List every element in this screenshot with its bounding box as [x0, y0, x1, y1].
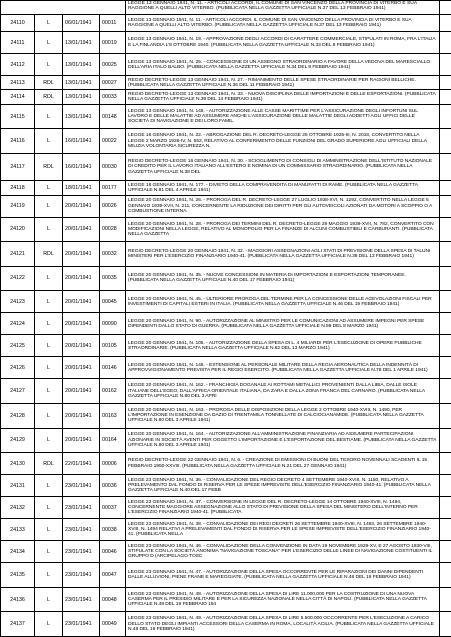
act-code: 00030 [100, 153, 126, 180]
cut-off-text: LEGGE 13 GENNAIO 1941, N. 11. - ARTICOLI ACCORDI, IL COMUNE DI SAN VINCENZO DELLA PROVINCIA DI VITERBO E SUA RAGGIONE A QUELLI ALTO VITERBO. (PUBBLICATA NELLA GAZZETTA UFFICIALE N.37 DEL 13 FEBBRAIO 1941) [126, 1, 440, 15]
record-number: 24129 [1, 428, 35, 453]
record-number: 24133 [1, 519, 35, 541]
act-code: 00162 [100, 379, 126, 404]
act-description: LEGGE 20 GENNAIO 1941, N. 105. - AUTORIZZAZIONE DELLA SPESA DI L. 4 MILIARDI PER L'ESECUZIONE DI OPERE PUBBLICHE STRAORDINARIE. (PUBBLICATA NELLA GAZZETTA UFFICIALE N.62 DEL 13 MARZO 1941) [126, 335, 440, 357]
register-body [1, 1, 451, 637]
table-row [1, 357, 451, 379]
act-description: LEGGE 20 GENNAIO 1941, N. 35. - NUOVE CONCESSIONI IN MATERIA DI IMPORTAZIONI E ESPORTAZIONI TEMPORANEE. (PUBBLICATA NELLA GAZZETTA UFFICIALE N.40 DEL 17 FEBBRAIO 1941) [126, 266, 440, 291]
table-row [1, 153, 451, 180]
act-description: LEGGE 20 GENNAIO 1941, N. 146. - ESTENSIONE AL PERSONALE MILITARE DELLA REGIA AERONAUTICA DELLA INDENNITÀ DI APPROVVIGIONAMENTO PREVISTA PER IL REGIO ESERCITO. (PUBBLICATA NELLA GAZZETTA UFFICIALE N.78 DEL 1 APRILE 1941) [126, 357, 440, 379]
record-number: 24134 [1, 541, 35, 563]
row-flag-cell [440, 428, 451, 453]
act-code: 00105 [100, 335, 126, 357]
act-date: 20/01/1941 [63, 379, 100, 404]
act-code: 00028 [100, 217, 126, 242]
act-code: 00019 [100, 32, 126, 54]
row-flag-cell [440, 217, 451, 242]
act-type: L [35, 404, 63, 429]
table-row [1, 335, 451, 357]
act-date: 06/01/1941 [63, 14, 100, 31]
act-code: 00045 [100, 291, 126, 313]
row-flag-cell [440, 266, 451, 291]
act-type: L [35, 195, 63, 217]
table-row [1, 195, 451, 217]
act-type: L [35, 563, 63, 588]
act-date: 13/01/1941 [63, 54, 100, 76]
row-flag-cell [440, 195, 451, 217]
record-number: 24121 [1, 242, 35, 267]
record-number: 24111 [1, 32, 35, 54]
act-code: 00027 [100, 76, 126, 90]
table-row [1, 453, 451, 475]
record-number: 24114 [1, 90, 35, 105]
table-row [1, 519, 451, 541]
row-flag-cell [440, 587, 451, 612]
record-number: 24136 [1, 587, 35, 612]
act-type: L [35, 266, 63, 291]
cut-off-spacer [1, 1, 126, 15]
act-code: 00038 [100, 519, 126, 541]
cut-off-flag-cell [440, 1, 451, 15]
record-number: 24123 [1, 291, 35, 313]
act-code: 00033 [100, 90, 126, 105]
act-type: L [35, 14, 63, 31]
act-date: 20/01/1941 [63, 195, 100, 217]
record-number: 24120 [1, 217, 35, 242]
act-description: REGIO DECRETO-LEGGE 13 GENNAIO 1941, N. 33. - NUOVA DISCIPLINA DELLE IMPORTAZIONI E DELLE ESPORTAZIONI. (PUBBLICATA NELLA GAZZETTA UFFICIALE N.39 DEL 14 FEBBRAIO 1941) [126, 90, 440, 105]
row-flag-cell [440, 612, 451, 637]
act-type: L [35, 519, 63, 541]
act-description: LEGGE 20 GENNAIO 1941, N. 164. - AUTORIZZAZIONE ALL'AMMINISTRAZIONE FINANZIARIA AD ASSUMERE PARTECIPAZIONI AZIONARIE IN SOCIETÀ AVENTI PER OGGETTO L'IMPORTAZIONE E L'ESPORTAZIONE DEL BESTIAME. (PUBBLICATA NELLA GAZZETTA UFFICIALE N.80 DEL 3 APRILE 1941) [126, 428, 440, 453]
act-description: REGIO DECRETO-LEGGE 22 GENNAIO 1941, N. 6. - CREAZIONE DI EMISSIONI DI BUONI DEL TESORO NOVENNALI SCADENTI IL 15 FEBBRAIO 1950-XXVIII. (PUBBLICATA NELLA GAZZETTA UFFICIALE N.21 DEL 27 GENNAIO 1941) [126, 453, 440, 475]
table-row [1, 76, 451, 90]
record-number: 24119 [1, 195, 35, 217]
act-type: RDL [35, 453, 63, 475]
row-flag-cell [440, 76, 451, 90]
row-flag-cell [440, 453, 451, 475]
act-description: LEGGE 13 GENNAIO 1941, N. 148. - AUTORIZZAZIONE ALLE CASSE MARITTIME PER L'ASSICURAZIONE DEGLI INFORTUNI SUL LAVORO E DELLE MALATTIE AD ASSUMERE ANCHE L'ASSICURAZIONE DELLE MALATTIE DEGLI ADDETTI AGLI UFFICI DELLE SOCIETÀ DI NAVIGAZIONE E DEI LORO FAMIL. [126, 104, 440, 129]
act-date: 13/01/1941 [63, 32, 100, 54]
act-date: 23/01/1941 [63, 519, 100, 541]
act-type: L [35, 357, 63, 379]
act-code: 00090 [100, 313, 126, 335]
act-code: 00163 [100, 404, 126, 429]
row-flag-cell [440, 180, 451, 195]
record-number: 24110 [1, 14, 35, 31]
act-date: 18/01/1941 [63, 180, 100, 195]
act-description: LEGGE 13 GENNAIO 1941, N. 19. - APPROVAZIONE DEGLI ACCORDI DI CARATTERE COMMERCIALE, STIPULATI IN ROMA, FRA L'ITALIA E LA FINLANDIA L'8 OTTOBRE 1940. (PUBBLICATA NELLA GAZZETTA UFFICIALE N.33 DEL 8 FEBBRAIO 1941) [126, 32, 440, 54]
record-number: 24115 [1, 104, 35, 129]
act-code: 00025 [100, 54, 126, 76]
act-description: LEGGE 20 GENNAIO 1941, N. 163. - PROROGA DELLE DISPOSIZIONI DELLA LEGGE 2 OTTOBRE 1940-XVIII, N. 1490, PER L'IMPORTAZIONE IN ESENZIONE DA DAZIO DI TRENTAMILA TONNELLATE DI CALCIOCIANAMIDE. (PUBBLICATA NELLA GAZZETTA UFFICIALE N.80 DEL 3 APRILE 1941) [126, 404, 440, 429]
row-flag-cell [440, 153, 451, 180]
act-date: 23/01/1941 [63, 612, 100, 637]
act-code: 00026 [100, 195, 126, 217]
row-flag-cell [440, 404, 451, 429]
act-code: 00177 [100, 180, 126, 195]
row-flag-cell [440, 129, 451, 154]
table-row [1, 90, 451, 105]
act-date: 23/01/1941 [63, 497, 100, 519]
act-date: 13/01/1941 [63, 76, 100, 90]
act-description: LEGGE 20 GENNAIO 1941, N. 26. - PROROGA DEL R. DECRETO-LEGGE 27 LUGLIO 1938-XVI, N. 1292, CONVERTITO NELLA LEGGE 5 GENNAIO 1939-XVII, N. 211, CONCERNENTE LA RIDUZIONE DEI DIRITTI PER GLI AUTOVEICOLI AZIONATI DA MOTORI A SCOPPIO O A COMBUSTIONE INTERNA. [126, 195, 440, 217]
row-flag-cell [440, 379, 451, 404]
table-row [1, 587, 451, 612]
act-description: REGIO DECRETO-LEGGE 13 GENNAIO 1941, N. 27. - RIMANIMENTO DELLE SPESE STRAORDINARIE PER RAGIONI BELLICHE. (PUBBLICATA NELLA GAZZETTA UFFICIALE N.36 DEL 11 FEBBRAIO 1941) [126, 76, 440, 90]
table-row [1, 217, 451, 242]
act-type: L [35, 475, 63, 497]
row-flag-cell [440, 313, 451, 335]
row-flag-cell [440, 519, 451, 541]
act-date: 22/01/1941 [63, 453, 100, 475]
row-flag-cell [440, 563, 451, 588]
act-type: L [35, 291, 63, 313]
act-date: 23/01/1941 [63, 475, 100, 497]
act-type: RDL [35, 153, 63, 180]
record-number: 24112 [1, 54, 35, 76]
act-description: LEGGE 20 GENNAIO 1941, N. 28. - PROROGA DEI TERMINI DEL R. DECRETO-LEGGE 29 MAGGIO 1939-XVII, N. 782, CONVERTITO CON MODIFICAZIONI NELLA LEGGE, RELATIVO AL MONOPOLIO PER LA FINANZE DI ALCUNI COMBUSTIBILI E CARBURANTI. (PUBBLICATA NELLA GAZZETTA [126, 217, 440, 242]
record-number: 24117 [1, 153, 35, 180]
row-flag-cell [440, 90, 451, 105]
act-code: 00035 [100, 266, 126, 291]
record-number: 24130 [1, 453, 35, 475]
act-date: 20/01/1941 [63, 266, 100, 291]
table-row [1, 428, 451, 453]
act-description: LEGGE 23 GENNAIO 1941, N. 49. - AUTORIZZAZIONE DELLA SPESA DI LIRE 5.500.000 OCCORRENTE PER L'ESECUZIONE A CARICO DELLO STATO DEGLI IMPIANTI ACCESSORI DELLA CASERMA IN ROMA, LOCALITÀ ACILIA. (PUBBLICATA NELLA GAZZETTA UFFICIALE N.48 DEL 19 FEBBRAIO 1941) [126, 612, 440, 637]
act-type: RDL [35, 242, 63, 267]
table-row [1, 104, 451, 129]
act-description: LEGGE 23 GENNAIO 1941, N. 37. - CONVERSIONE IN LEGGE DEL R. DECRETO-LEGGE 14 OTTOBRE 1940-XVIII, N. 1494, CONCERNENTE MAGGIORE ASSEGNAZIONE ALLO STATO DI PREVISIONE DELLA SPESA DEL MINISTERO DELL'INTERNO PER L'ESERCIZIO FINANZIARIO 1940-41. (PUBBLICATA [126, 497, 440, 519]
act-date: 20/01/1941 [63, 242, 100, 267]
row-flag-cell [440, 497, 451, 519]
table-row [1, 129, 451, 154]
act-date: 16/01/1941 [63, 153, 100, 180]
act-description: LEGGE 20 GENNAIO 1941, N. 162. - FRANCHIGIA DOGANALE AI ROTTAMI METALLICI PROVENIENTI DALLA LIBIA, DALLE ISOLE ITALIANE DELL'EGEO, DALL'AFRICA ORIENTALE ITALIANA, DA ZARA E DALLA ZONA FRANCA DEL CARNARO. (PUBBLICATA NELLA GAZZETTA UFFICIALE N.80 DEL 3 APRI [126, 379, 440, 404]
record-number: 24116 [1, 129, 35, 154]
record-number: 24125 [1, 335, 35, 357]
table-row [1, 313, 451, 335]
table-row [1, 563, 451, 588]
record-number: 24127 [1, 379, 35, 404]
act-code: 00006 [100, 453, 126, 475]
act-description: LEGGE 23 GENNAIO 1941, N. 38. - CONVALIDAZIONE DEI REGI DECRETI 26 SETTEMBRE 1940-XVIII, N. 1493, 26 SETTEMBRE 1940-XVIII, N. 1494 RELATIVI A PRELEVAMENTI DAL FONDO DI RISERVA PER LE SPESE IMPREVISTE DELL'ESERCIZIO FINANZIARIO 1940-41. (PUBBLICATA NELLA [126, 519, 440, 541]
table-row [1, 379, 451, 404]
act-type: L [35, 379, 63, 404]
act-type: L [35, 428, 63, 453]
act-code: 00148 [100, 104, 126, 129]
table-row [1, 612, 451, 637]
act-date: 20/01/1941 [63, 335, 100, 357]
act-type: L [35, 54, 63, 76]
act-date: 16/01/1941 [63, 129, 100, 154]
act-type: L [35, 32, 63, 54]
act-date: 13/01/1941 [63, 90, 100, 105]
act-description: LEGGE 13 GENNAIO 1941, N. 25. - CONCESSIONE DI UN ASSEGNO STRAORDINARIO A FAVORE DELLA VEDOVA DEL MARESCIALLO DELL'ARIA ITALO BALBO. (PUBBLICATA NELLA GAZZETTA UFFICIALE N.34 DEL 8 FEBBRAIO 1941) [126, 54, 440, 76]
act-description: LEGGE 23 GENNAIO 1941, N. 48. - AUTORIZZAZIONE DELLA SPESA DI LIRE 11.000.000 PER LA COSTRUZIONE DI UNA NUOVA CASERMA PER IL PRESIDIO MILITARE E PER LA SICUREZZA NAZIONALE NELLA CITTÀ DI NAPOLI. (PUBBLICATA NELLA GAZZETTA UFFICIALE N.48 DEL 19 FEBBRAIO 194 [126, 587, 440, 612]
act-date: 13/01/1941 [63, 104, 100, 129]
act-type: L [35, 335, 63, 357]
record-number: 24124 [1, 313, 35, 335]
record-number: 24132 [1, 497, 35, 519]
act-type: L [35, 612, 63, 637]
act-description: LEGGE 20 GENNAIO 1941, N. 45. - ULTERIORE PROROGA DEL TERMINE PER LA CONCESSIONE DELLE AGEVOLAZIONI FISCALI PER INVESTIMENTI DI CAPITALI ESTERI IN ITALIA. (PUBBLICATA NELLA GAZZETTA UFFICIALE N.46 DEL 19 FEBBRAIO 1941) [126, 291, 440, 313]
act-code: 00049 [100, 612, 126, 637]
act-description: LEGGE 16 GENNAIO 1941, N. 22. - ABROGAZIONE DEL R. DECRETO-LEGGE 25 OTTOBRE 1925-III, N. 2018, CONVERTITO NELLA LEGGE 2 MARZO 1926-IV, N. 552, RELATIVO AL CONFERIMENTO DELLE FUNZIONI DEL GRADO SUPERIORE AGLI UFFICIALI DELLA MILIZIA VOLONTARIA SICUREZZA N. [126, 129, 440, 154]
row-flag-cell [440, 475, 451, 497]
act-date: 20/01/1941 [63, 313, 100, 335]
record-number: 24137 [1, 612, 35, 637]
act-date: 20/01/1941 [63, 404, 100, 429]
act-code: 00032 [100, 242, 126, 267]
act-date: 23/01/1941 [63, 563, 100, 588]
act-code: 00048 [100, 587, 126, 612]
record-number: 24135 [1, 563, 35, 588]
row-flag-cell [440, 291, 451, 313]
act-code: 00011 [100, 14, 126, 31]
act-code: 00036 [100, 475, 126, 497]
act-description: REGIO DECRETO-LEGGE 20 GENNAIO 1941, N. 32. - MAGGIORI ASSEGNAZIONI AGLI STATI DI PREVISIONE DELLA SPESA DI TALUNI MINISTERI PER L'ESERCIZIO FINANZIARIO 1940-41. (PUBBLICATA NELLA GAZZETTA UFFICIALE N.38 DEL 13 FEBBRAIO 1941) [126, 242, 440, 267]
act-code: 00146 [100, 357, 126, 379]
act-date: 20/01/1941 [63, 357, 100, 379]
cut-off-row [1, 1, 451, 15]
act-code: 00037 [100, 497, 126, 519]
act-description: LEGGE 23 GENNAIO 1941, N. 46. - CONVALIDAZIONE DELLA CONVENZIONE IN DATA 19 NOVEMBRE 1929-XV, E 27 AGOSTO 1930-VIII, STIPULATE CON LA SOCIETÀ ANONIMA "NAVIGAZIONE TOSCANA" PER L'ESERCIZIO DELLE LINEE DI NAVIGAZIONE COSTITUENTI IL GRUPPO D (ARCIPELAGO TOSC [126, 541, 440, 563]
act-type: L [35, 104, 63, 129]
row-flag-cell [440, 14, 451, 31]
row-flag-cell [440, 242, 451, 267]
act-date: 20/01/1941 [63, 428, 100, 453]
table-row [1, 180, 451, 195]
record-number: 24128 [1, 404, 35, 429]
record-number: 24131 [1, 475, 35, 497]
act-type: L [35, 180, 63, 195]
row-flag-cell [440, 357, 451, 379]
row-flag-cell [440, 335, 451, 357]
table-row [1, 404, 451, 429]
table-row [1, 291, 451, 313]
act-description: LEGGE 18 GENNAIO 1941, N. 177. - DIVIETO DELLA COMPRAVENDITA DI MANUFATTI DI RAME. (PUBBLICATA NELLA GAZZETTA UFFICIALE N.81 DEL 4 APRILE 1941) [126, 180, 440, 195]
record-number: 24118 [1, 180, 35, 195]
table-row [1, 32, 451, 54]
act-date: 20/01/1941 [63, 291, 100, 313]
act-description: REGIO DECRETO-LEGGE 16 GENNAIO 1941, N. 30. - SCIOGLIMENTO DI CONSIGLI DI AMMINISTRAZIONE DELL'ISTITUTO NAZIONALE DI CREDITO PER IL LAVORO ITALIANO ALL'ESTERO E NOMINA DI UN COMMISSARIO STRAORDINARIO. (PUBBLICATA NELLA GAZZETTA UFFICIALE N.38 DEL [126, 153, 440, 180]
record-number: 24113 [1, 76, 35, 90]
act-code: 00022 [100, 129, 126, 154]
record-number: 24122 [1, 266, 35, 291]
record-number: 24126 [1, 357, 35, 379]
act-type: L [35, 497, 63, 519]
row-flag-cell [440, 32, 451, 54]
act-code: 00047 [100, 563, 126, 588]
table-row [1, 14, 451, 31]
act-code: 00046 [100, 541, 126, 563]
act-type: L [35, 129, 63, 154]
act-description: LEGGE 23 GENNAIO 1941, N. 36. - CONVALIDAZIONE DEL REGIO DECRETO 4 SETTEMBRE 1940-XVIII, N. 1150, RELATIVO A PRELEVAMENTO DAL FONDO DI RISERVA PER LE SPESE IMPREVISTE DELL'ESERCIZIO FINANZIARIO 1940-41. (PUBBLICATA NELLA GAZZETTA UFFICIALE N.40 DEL 17 FEBB [126, 475, 440, 497]
act-type: L [35, 587, 63, 612]
act-date: 20/01/1941 [63, 217, 100, 242]
act-description: LEGGE 13 GENNAIO 1941, N. 11. - ARTICOLI ACCORDI, IL COMUNE DI SAN VINCENZO DELLA PROVINCIA DI VITERBO E SUA RAGGIONE A QUELLI ALTO VITERBO. (PUBBLICATA NELLA GAZZETTA UFFICIALE N.37 DEL 13 FEBBRAIO 1941) [126, 14, 440, 31]
act-date: 23/01/1941 [63, 587, 100, 612]
table-row [1, 54, 451, 76]
act-type: L [35, 313, 63, 335]
act-type: L [35, 217, 63, 242]
table-row [1, 541, 451, 563]
act-description: LEGGE 23 GENNAIO 1941, N. 47. - AUTORIZZAZIONE DELLA SPESA OCCORRENTE PER LE RIPARAZIONI DEI DANNI DIPENDENTI DALLE ALLUVIONI, PIENE FRANE E MAREGGIATE. (PUBBLICATA NELLA GAZZETTA UFFICIALE N.48 DEL 19 FEBBRAIO 1941) [126, 563, 440, 588]
act-type: L [35, 541, 63, 563]
table-row [1, 242, 451, 267]
act-type: RDL [35, 76, 63, 90]
row-flag-cell [440, 54, 451, 76]
act-description: LEGGE 20 GENNAIO 1941, N. 90. - AUTORIZZAZIONE AL MINISTRO PER LE COMUNICAZIONI AD ASSUMERE IMPEGNI PER SPESE DIPENDENTI DALLO STATO DI GUERRA. (PUBBLICATA NELLA GAZZETTA UFFICIALE N.59 DEL 8 MARZO 1941) [126, 313, 440, 335]
table-row [1, 266, 451, 291]
table-row [1, 475, 451, 497]
act-date: 23/01/1941 [63, 541, 100, 563]
row-flag-cell [440, 541, 451, 563]
act-type: RDL [35, 90, 63, 105]
row-flag-cell [440, 104, 451, 129]
act-code: 00164 [100, 428, 126, 453]
table-row [1, 497, 451, 519]
